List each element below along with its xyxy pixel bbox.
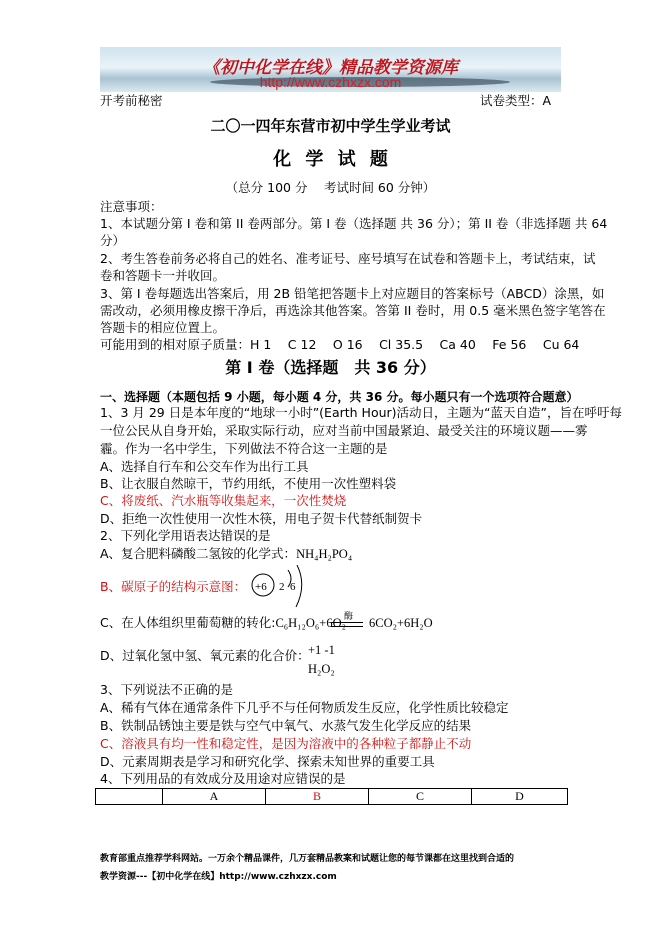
exam-title: 二〇一四年东营市初中学生学业考试 bbox=[210, 117, 451, 135]
table-cell: D bbox=[472, 789, 568, 805]
q2-option-c bbox=[100, 615, 346, 631]
section-heading: 一、选择题（本题包括 9 小题，每小题 4 分，共 36 分。每小题只有一个选项符合题意） bbox=[100, 390, 579, 404]
q2-option-b: B、碳原子的结构示意图： bbox=[100, 579, 247, 594]
q3-option-a: A、稀有气体在通常条件下几乎不与任何物质发生反应，化学性质比较稳定 bbox=[100, 700, 509, 715]
q1-stem: 一位公民从自身开始，采取实际行动，应对当前中国最紧迫、最受关注的环境议题——雾 bbox=[100, 423, 588, 438]
paper-type: 试卷类型：A bbox=[480, 93, 552, 108]
footer-line: 教学资源---【初中化学在线】http://www.czhxzx.com bbox=[100, 872, 337, 882]
confidential-label: 开考前秘密 bbox=[100, 93, 163, 108]
reaction-condition: 酶 bbox=[343, 612, 353, 622]
h2o2-formula: H₂O₂ bbox=[308, 662, 335, 676]
footer-line: 教育部重点推荐学科网站。一万余个精品课件，几万套精品教案和试题让您的每节课都在这里找到合适的 bbox=[100, 854, 515, 864]
q3-option-c: C、溶液具有均一性和稳定性，是因为溶液中的各种粒子都静止不动 bbox=[100, 736, 472, 751]
note-line: 需改动，必须用橡皮擦干净后，再选涂其他答案。答第 II 卷时，用 0.5 毫米黑色签字笔答在 bbox=[100, 303, 606, 318]
q1-option-d: D、拒绝一次性使用一次性木筷，用电子贺卡代替纸制贺卡 bbox=[100, 511, 423, 526]
q4-table bbox=[95, 788, 568, 805]
electron-shell-1: 2 bbox=[279, 581, 285, 593]
q4-stem: 4、下列用品的有效成分及用途对应错误的是 bbox=[100, 771, 346, 786]
table-cell: A bbox=[163, 789, 266, 805]
table-header-row bbox=[96, 789, 568, 805]
note-line: 卷和答题卡一并收回。 bbox=[100, 268, 226, 283]
q3-option-d: D、元素周期表是学习和研究化学、探索未知世界的重要工具 bbox=[100, 754, 435, 769]
q2-a-formula: NH₄H₂PO₄ bbox=[296, 547, 353, 561]
q2-c-lhs: C₆H₁₂O₆+6O₂ bbox=[275, 616, 346, 630]
q2-option-a bbox=[100, 546, 352, 562]
note-line: 3、第 I 卷每题选出答案后，用 2B 铅笔把答题卡上对应题目的答案标号（ABCD）涂黑，如 bbox=[100, 286, 605, 301]
note-line: 1、本试题分第 I 卷和第 II 卷两部分。第 I 卷（选择题 共 36 分）；第 II 卷（非选择题 共 64 bbox=[100, 216, 608, 231]
q3-option-b: B、铁制品锈蚀主要是铁与空气中氧气、水蒸气发生化学反应的结果 bbox=[100, 718, 472, 733]
q1-option-a: A、选择自行车和公交车作为出行工具 bbox=[100, 459, 309, 474]
banner-title: 《初中化学在线》精品教学资源库 bbox=[203, 58, 458, 78]
q1-stem: 霾。作为一名中学生，下列做法不符合这一主题的是 bbox=[100, 441, 388, 456]
part1-title: 第 I 卷（选择题 共 36 分） bbox=[225, 358, 436, 377]
table-cell: C bbox=[369, 789, 472, 805]
q2-c-text: C、在人体组织里葡萄糖的转化: bbox=[100, 615, 276, 630]
banner-image bbox=[100, 47, 561, 92]
banner-url: http://www.czhxzx.com bbox=[259, 74, 402, 90]
exam-info: （总分 100 分 考试时间 60 分钟） bbox=[225, 180, 436, 195]
nucleus-charge: +6 bbox=[255, 581, 267, 593]
q1-stem: 1、3 月 29 日是本年度的“地球一小时”(Earth Hour)活动日，主题为“蓝天自造”，旨在呼吁每 bbox=[100, 405, 622, 420]
reaction-equals-sign bbox=[331, 622, 363, 627]
table-cell bbox=[96, 789, 163, 805]
electron-shell-2: 6 bbox=[290, 581, 296, 593]
note-line: 答题卡的相应位置上。 bbox=[100, 320, 226, 335]
q2-c-rhs: 6CO₂+6H₂O bbox=[369, 616, 433, 630]
atomic-masses: 可能用到的相对原子质量：H 1 C 12 O 16 Cl 35.5 Ca 40 Fe 56 Cu 64 bbox=[100, 337, 580, 352]
q1-option-c: C、将废纸、汽水瓶等收集起来，一次性焚烧 bbox=[100, 493, 347, 508]
notes-heading: 注意事项： bbox=[100, 199, 163, 214]
q3-stem: 3、下列说法不正确的是 bbox=[100, 682, 233, 697]
table-cell: B bbox=[266, 789, 369, 805]
note-line: 分） bbox=[100, 233, 126, 248]
q2-stem: 2、下列化学用语表达错误的是 bbox=[100, 528, 271, 543]
valence-values: +1 -1 bbox=[308, 643, 335, 657]
q2-option-d: D、过氧化氢中氢、氧元素的化合价： bbox=[100, 648, 310, 663]
q2-a-text: A、复合肥料磷酸二氢铵的化学式： bbox=[100, 546, 297, 561]
subject-title: 化 学 试 题 bbox=[273, 149, 388, 170]
note-line: 2、考生答卷前务必将自己的姓名、准考证号、座号填写在试卷和答题卡上，考试结束，试 bbox=[100, 251, 596, 266]
q1-option-b: B、让衣服自然晾干，节约用纸，不使用一次性塑料袋 bbox=[100, 476, 397, 491]
